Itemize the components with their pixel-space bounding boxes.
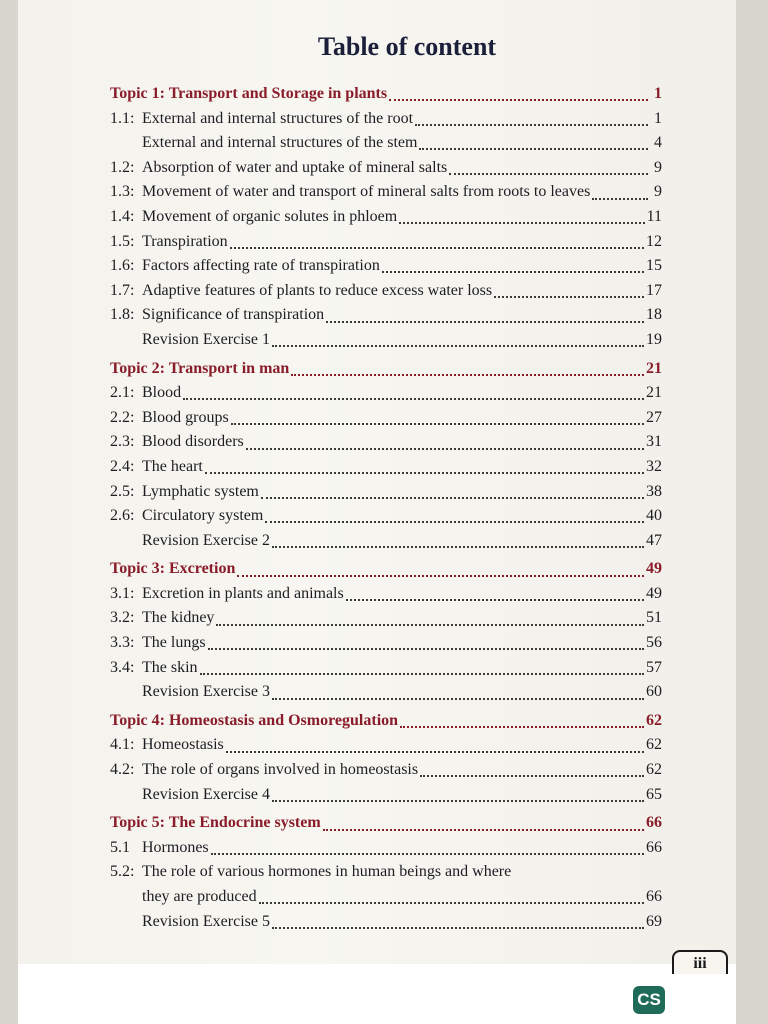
toc-entry-title: Revision Exercise 4: [142, 785, 270, 803]
toc-entry-title: Excretion in plants and animals: [142, 584, 344, 602]
toc-page-number: 60: [646, 683, 662, 701]
dot-leader: [272, 927, 644, 929]
toc-entry-number: 1.4:: [110, 207, 135, 225]
toc-page-number: 38: [646, 482, 662, 500]
toc-topic-heading: [110, 811, 662, 836]
toc-entry-title: Movement of water and transport of mineral salts from roots to leaves: [142, 183, 591, 201]
toc-entry-number: 2.1:: [110, 384, 135, 402]
toc-entry: [110, 529, 662, 554]
toc-page-number: 17: [646, 281, 662, 299]
toc-entry: [110, 254, 662, 279]
toc-entry: [110, 455, 662, 480]
toc-entry: [110, 205, 662, 230]
toc-entry-number: 3.1:: [110, 584, 135, 602]
toc-page-number: 1: [654, 85, 662, 102]
dot-leader: [272, 698, 644, 700]
toc-entry-number: 1.1:: [110, 109, 135, 127]
toc-entry-title: Movement of organic solutes in phloem: [142, 207, 398, 225]
dot-leader: [237, 575, 644, 577]
toc-entry-title: they are produced: [142, 888, 257, 905]
toc-page-number: 66: [646, 838, 662, 856]
toc-entry-title: Revision Exercise 1: [142, 330, 270, 348]
toc-entry-number: 2.2:: [110, 408, 135, 426]
toc-entry-title: Factors affecting rate of transpiration: [142, 257, 380, 275]
toc-page-number: 21: [646, 359, 662, 377]
toc-entry-number: 2.5:: [110, 482, 135, 500]
toc-page-number: 62: [646, 711, 662, 729]
toc-entry-title: Adaptive features of plants to reduce excess water loss: [142, 281, 493, 299]
toc-entry-title: Absorption of water and uptake of mineral salts: [142, 158, 448, 176]
dot-leader: [231, 423, 644, 425]
toc-entry: [110, 480, 662, 505]
toc-entry: [110, 230, 662, 255]
toc-entry: [110, 758, 662, 783]
toc-entry-title: The role of organs involved in homeostasis: [142, 761, 419, 779]
dot-leader: [272, 800, 644, 802]
toc-entry: [110, 910, 662, 935]
toc-page-number: 51: [646, 609, 662, 627]
toc-page-number: 12: [646, 232, 662, 250]
toc-page-number: 56: [646, 634, 662, 652]
toc-entry: [110, 783, 662, 808]
toc-entry: [110, 860, 662, 885]
toc-topic-heading: [110, 557, 662, 582]
table-of-contents: [110, 78, 662, 934]
toc-entry-number: 2.6:: [110, 507, 135, 525]
toc-entry-title: Circulatory system: [142, 507, 264, 525]
dot-leader: [265, 521, 644, 523]
toc-entry-title: Topic 3: Excretion: [110, 560, 236, 578]
toc-entry-title: Revision Exercise 5: [142, 912, 270, 930]
toc-entry-number: 4.2:: [110, 761, 135, 779]
dot-leader: [382, 271, 644, 273]
toc-page-number: 9: [654, 158, 662, 176]
page-bottom-edge: [18, 964, 736, 1024]
toc-entry-number: 5.2:: [110, 863, 135, 881]
toc-page-number: 65: [646, 785, 662, 803]
toc-entry: [110, 885, 662, 910]
dot-leader: [216, 624, 644, 626]
dot-leader: [246, 448, 644, 450]
toc-entry: [110, 381, 662, 406]
dot-leader: [592, 198, 648, 200]
toc-page-number: 9: [654, 183, 662, 201]
dot-leader: [449, 173, 648, 175]
toc-entry: [110, 328, 662, 353]
toc-topic-heading: [110, 709, 662, 734]
toc-page-number: 1: [654, 109, 662, 127]
toc-entry: [110, 733, 662, 758]
toc-entry: [110, 606, 662, 631]
toc-entry-number: 4.1:: [110, 736, 135, 754]
toc-entry-number: 3.2:: [110, 609, 135, 627]
toc-entry-number: 2.3:: [110, 433, 135, 451]
toc-entry-number: 3.3:: [110, 634, 135, 652]
toc-page-number: 62: [646, 736, 662, 754]
toc-page-number: 32: [646, 457, 662, 475]
toc-entry-title: The lungs: [142, 634, 206, 652]
dot-leader: [226, 751, 644, 753]
page-number: iii: [672, 950, 728, 974]
toc-page-number: 69: [646, 912, 662, 930]
toc-entry-title: Revision Exercise 3: [142, 683, 270, 701]
dot-leader: [208, 648, 644, 650]
page-title: Table of content: [317, 32, 497, 61]
toc-entry-title: Transpiration: [142, 232, 228, 250]
toc-page-number: 62: [646, 761, 662, 779]
toc-page-number: 21: [646, 384, 662, 402]
dot-leader: [272, 345, 644, 347]
dot-leader: [261, 497, 644, 499]
dot-leader: [399, 222, 644, 224]
toc-entry-title: Topic 1: Transport and Storage in plants: [110, 85, 388, 102]
toc-entry: [110, 279, 662, 304]
toc-entry: [110, 680, 662, 705]
toc-entry: [110, 656, 662, 681]
dot-leader: [211, 853, 644, 855]
toc-topic-heading: [110, 357, 662, 382]
toc-entry: [110, 180, 662, 205]
toc-entry-number: 1.2:: [110, 158, 135, 176]
dot-leader: [419, 148, 648, 150]
toc-entry-title: Blood groups: [142, 408, 229, 426]
toc-entry-number: 1.5:: [110, 232, 135, 250]
toc-entry: [110, 582, 662, 607]
toc-entry-title: Blood disorders: [142, 433, 244, 451]
toc-entry: [110, 303, 662, 328]
dot-leader: [326, 321, 644, 323]
dot-leader: [291, 374, 644, 376]
toc-entry-title: External and internal structures of the stem: [142, 134, 418, 152]
toc-page-number: 27: [646, 408, 662, 426]
toc-page-number: 18: [646, 306, 662, 324]
toc-entry: [110, 631, 662, 656]
toc-entry-title: Revision Exercise 2: [142, 531, 270, 549]
book-page: [18, 0, 736, 1024]
dot-leader: [420, 775, 644, 777]
toc-entry-number: 1.8:: [110, 306, 135, 324]
toc-entry-number: 1.6:: [110, 257, 135, 275]
toc-entry: [110, 156, 662, 181]
toc-entry-title: The kidney: [142, 609, 215, 627]
toc-topic-heading: [110, 82, 662, 107]
toc-entry-title: Blood: [142, 384, 182, 402]
toc-page-number: 66: [646, 814, 662, 832]
toc-entry-title: The skin: [142, 658, 198, 676]
toc-page-number: 47: [646, 531, 662, 549]
toc-entry-number: 1.7:: [110, 281, 135, 299]
dot-leader: [323, 829, 644, 831]
toc-page-number: 11: [646, 207, 662, 225]
toc-entry-title: Hormones: [142, 838, 209, 856]
toc-page-number: 66: [646, 888, 662, 905]
toc-entry-number: 2.4:: [110, 457, 135, 475]
toc-entry-title: Topic 5: The Endocrine system: [110, 814, 321, 832]
dot-leader: [389, 99, 648, 101]
toc-page-number: 31: [646, 433, 662, 451]
toc-entry-title: The heart: [142, 457, 203, 475]
toc-entry-title: The role of various hormones in human beings and where: [142, 863, 512, 881]
toc-page-number: 57: [646, 658, 662, 676]
toc-page-number: 4: [654, 134, 662, 152]
toc-entry-number: 3.4:: [110, 658, 135, 676]
toc-entry-title: Topic 2: Transport in man: [110, 359, 290, 377]
dot-leader: [230, 247, 644, 249]
dot-leader: [200, 673, 644, 675]
dot-leader: [494, 296, 644, 298]
dot-leader: [259, 902, 644, 904]
toc-entry-title: Topic 4: Homeostasis and Osmoregulation: [110, 711, 399, 729]
dot-leader: [346, 599, 644, 601]
toc-entry: [110, 836, 662, 861]
dot-leader: [415, 124, 648, 126]
toc-entry: [110, 504, 662, 529]
dot-leader: [400, 726, 644, 728]
toc-entry: [110, 107, 662, 132]
toc-page-number: 15: [646, 257, 662, 275]
dot-leader: [205, 472, 644, 474]
toc-entry: [110, 131, 662, 156]
toc-page-number: 49: [646, 584, 662, 602]
toc-entry-title: Significance of transpiration: [142, 306, 325, 324]
toc-entry-number: 5.1: [110, 838, 130, 856]
camscanner-logo-icon: CS: [633, 986, 665, 1014]
dot-leader: [183, 398, 644, 400]
toc-page-number: 19: [646, 330, 662, 348]
toc-entry-number: 1.3:: [110, 183, 135, 201]
toc-entry-title: External and internal structures of the root: [142, 109, 414, 127]
toc-entry: [110, 406, 662, 431]
toc-entry-title: Lymphatic system: [142, 482, 259, 500]
toc-page-number: 49: [646, 560, 662, 578]
dot-leader: [272, 546, 644, 548]
toc-entry-title: Homeostasis: [142, 736, 224, 754]
toc-entry: [110, 430, 662, 455]
toc-page-number: 40: [646, 507, 662, 525]
